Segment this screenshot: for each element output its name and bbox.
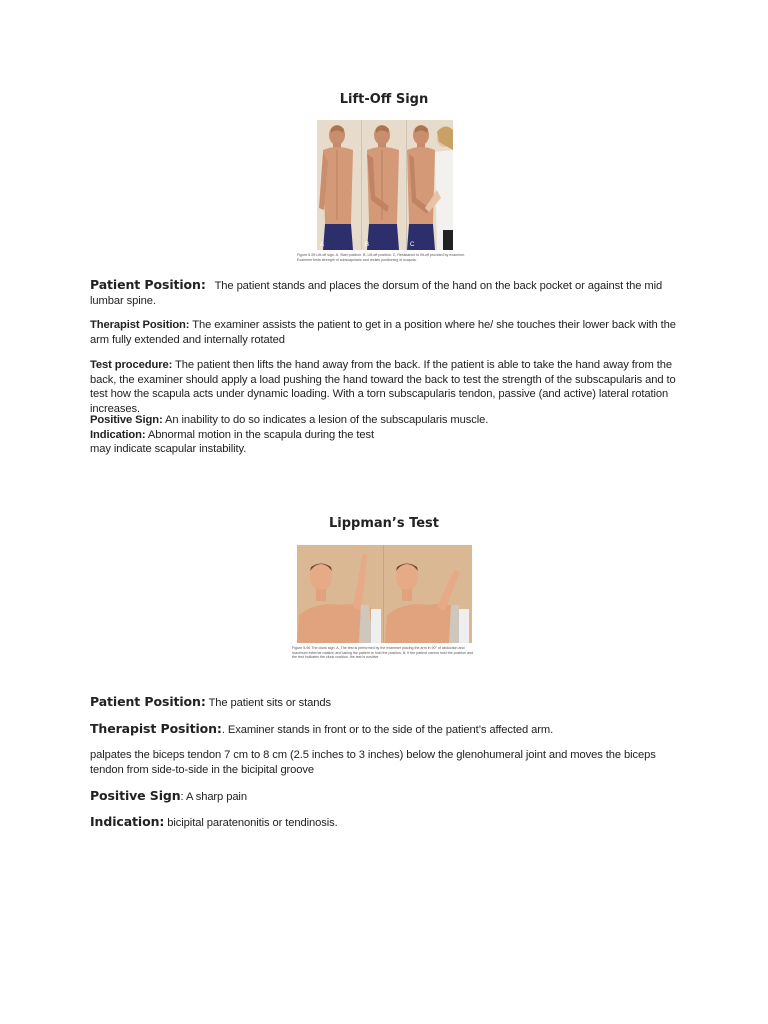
test-procedure-label: Test procedure: (90, 359, 173, 371)
figure-panel-letter: A (320, 242, 325, 248)
lippman-photo (297, 545, 472, 643)
indication-text-line2: may indicate scapular instability. (90, 443, 247, 455)
lift-off-caption-text: Figure 5-95 Lift-off sign. A, Start position. B, Lift-off position. C, Resistance to lift-off provided by examiner. Examiner tests strength of subscapularis and resists positioning of scapula. (297, 253, 465, 262)
lippman-therapist-position (90, 722, 680, 738)
indication-text-2: bicipital paratenonitis or tendinosis. (167, 817, 338, 829)
lift-off-photo (317, 120, 453, 250)
indication-label-2: Indication: (90, 814, 165, 829)
therapist-position-text-2: . Examiner stands in front or to the side of the patient’s affected arm. (221, 724, 554, 736)
figure-panel-letter: C (410, 242, 415, 248)
therapist-position-label: Therapist Position: (90, 319, 190, 331)
lippman-figure-caption (292, 646, 478, 658)
lippman-palpation-text: palpates the biceps tendon 7 cm to 8 cm (2.5 inches to 3 inches) below the glenohumeral joint and moves the biceps tendon from side-to-side in the bicipital groove (90, 749, 656, 776)
therapist-position-text: The examiner assists the patient to get in a position where he/ she touches their lower back with the arm fully extended and internally rotated (90, 319, 676, 346)
lippman-positive-sign (90, 789, 680, 805)
test-procedure-text: The patient then lifts the hand away from the back. If the patient is able to take the hand away from the back, the examiner should apply a load pushing the hand toward the back to test the strength of the subscapularis and to test how the scapula acts under dynamic loading. With a torn subscapularis tendon, passive (and active) lateral rotation increases. (90, 359, 676, 415)
lift-off-figure-caption (297, 253, 477, 265)
section-title-lift-off: Lift-Off Sign (339, 92, 429, 107)
therapist-position-label-2: Therapist Position: (90, 721, 222, 736)
positive-sign-label-2: Positive Sign (90, 788, 181, 803)
section-title-lippman: Lippman’s Test (328, 516, 440, 531)
lift-off-figure (317, 120, 453, 250)
positive-sign-text: An inability to do so indicates a lesion of the subscapularis muscle. (164, 414, 489, 426)
positive-sign-text-2: : A sharp pain (180, 791, 247, 803)
figure-panel-letter: B (365, 242, 370, 248)
lift-off-positive-sign (90, 413, 680, 457)
patient-position-label: Patient Position: (90, 277, 206, 292)
patient-position-text-2: The patient sits or stands (208, 697, 331, 709)
lift-off-test-procedure (90, 358, 680, 416)
lift-off-patient-position (90, 278, 680, 308)
indication-text-line1: Abnormal motion in the scapula during the test (147, 428, 374, 441)
lippman-indication (90, 815, 680, 831)
indication-label: Indication: (90, 428, 146, 441)
lippman-figure (297, 545, 472, 643)
positive-sign-label: Positive Sign: (90, 414, 163, 426)
lippman-patient-position (90, 695, 680, 711)
patient-position-label-2: Patient Position: (90, 694, 206, 709)
patient-position-text: The patient stands and places the dorsum of the hand on the back pocket or against the mid lumbar spine. (90, 280, 663, 307)
lippman-caption-text: Figure 5-96 The clunk sign. A, The test is performed by the examiner placing the arm in 90° of abduction and maximum external rotation and taking the patient to hold the position. B, If the patient cannot hold the position and the test indicates the clunk position, the test is positive. (292, 646, 474, 658)
lift-off-therapist-position (90, 318, 680, 347)
